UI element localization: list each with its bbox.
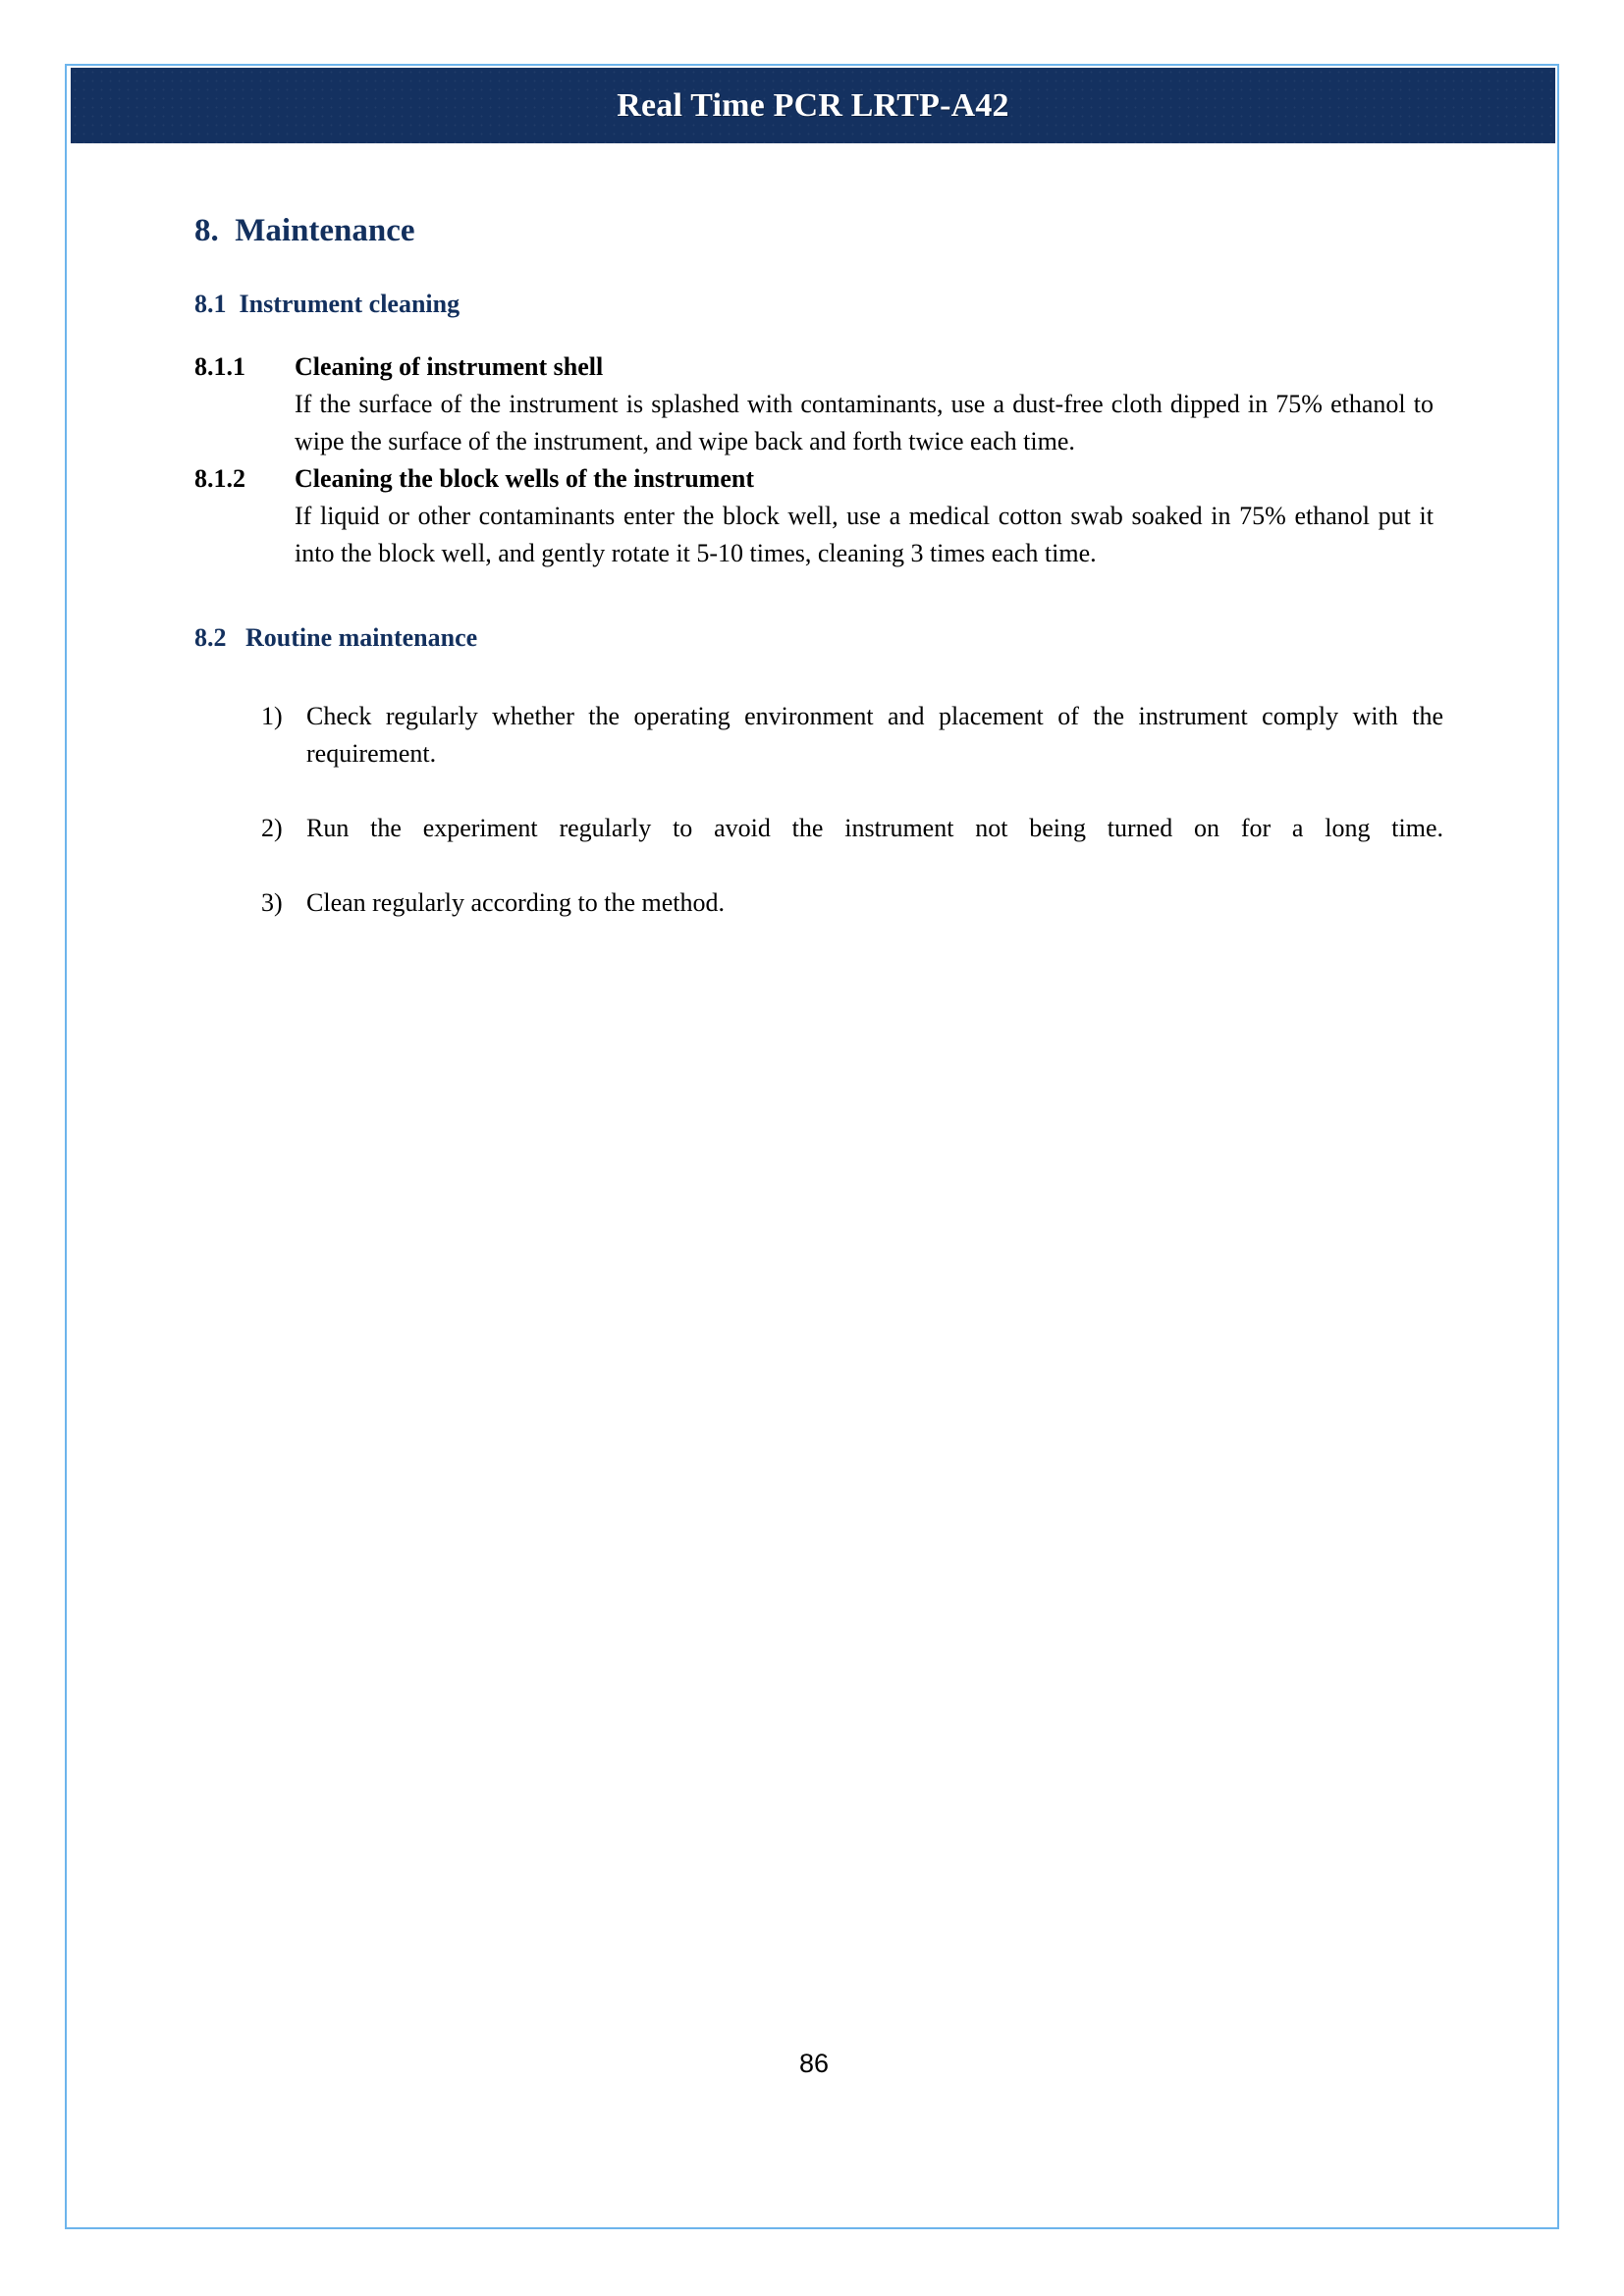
list-item	[194, 884, 1443, 922]
section-title-8-2: Routine maintenance	[245, 622, 478, 652]
subsection-8-1-1	[194, 348, 1434, 460]
routine-maintenance-list	[194, 698, 1443, 922]
section-spacer	[227, 290, 240, 318]
subsection-8-1-2	[194, 460, 1434, 572]
spacer	[194, 572, 1434, 623]
list-item-marker: 2)	[261, 813, 283, 842]
page-frame	[65, 64, 1559, 2229]
chapter-heading	[194, 213, 1434, 250]
spacer	[194, 250, 1434, 290]
section-number-8-2: 8.2	[194, 622, 227, 652]
section-heading-8-2	[194, 623, 1434, 653]
list-item-text: Clean regularly according to the method.	[306, 887, 725, 917]
section-spacer	[227, 623, 246, 652]
subsection-body-8-1-2: If liquid or other contaminants enter the block well, use a medical cotton swab soaked in 75% ethanol put it into the block well, and gently rotate it 5-10 times, cleaning 3 times each time.	[295, 501, 1434, 567]
subsection-title-8-1-1: Cleaning of instrument shell	[295, 351, 604, 381]
chapter-number: 8.	[194, 213, 219, 248]
section-title-8-1: Instrument cleaning	[239, 289, 460, 318]
document-header-banner	[71, 68, 1555, 143]
spacer	[194, 319, 1434, 348]
section-number-8-1: 8.1	[194, 289, 227, 318]
subsection-title-8-1-2: Cleaning the block wells of the instrument	[295, 463, 754, 493]
section-heading-8-1	[194, 290, 1434, 319]
list-item-marker: 3)	[261, 887, 283, 917]
list-item-text: Run the experiment regularly to avoid the instrument not being turned on for a long time.	[306, 813, 1443, 842]
subsection-number-8-1-1: 8.1.1	[194, 351, 245, 381]
subsection-number-8-1-2: 8.1.2	[194, 463, 245, 493]
page-number: 86	[798, 2049, 830, 2078]
chapter-spacer	[219, 213, 236, 248]
document-title: Real Time PCR LRTP-A42	[617, 86, 1009, 124]
chapter-title: Maintenance	[235, 213, 415, 248]
list-item	[194, 698, 1443, 810]
list-item-marker: 1)	[261, 701, 283, 730]
list-item	[194, 810, 1443, 884]
page-content	[194, 213, 1443, 922]
subsection-body-8-1-1: If the surface of the instrument is splashed with contaminants, use a dust-free cloth dipped in 75% ethanol to wipe the surface of the instrument, and wipe back and forth twice each time.	[295, 389, 1434, 455]
list-item-text: Check regularly whether the operating environment and placement of the instrument comply with the requirement.	[306, 701, 1443, 768]
spacer	[194, 653, 1434, 698]
